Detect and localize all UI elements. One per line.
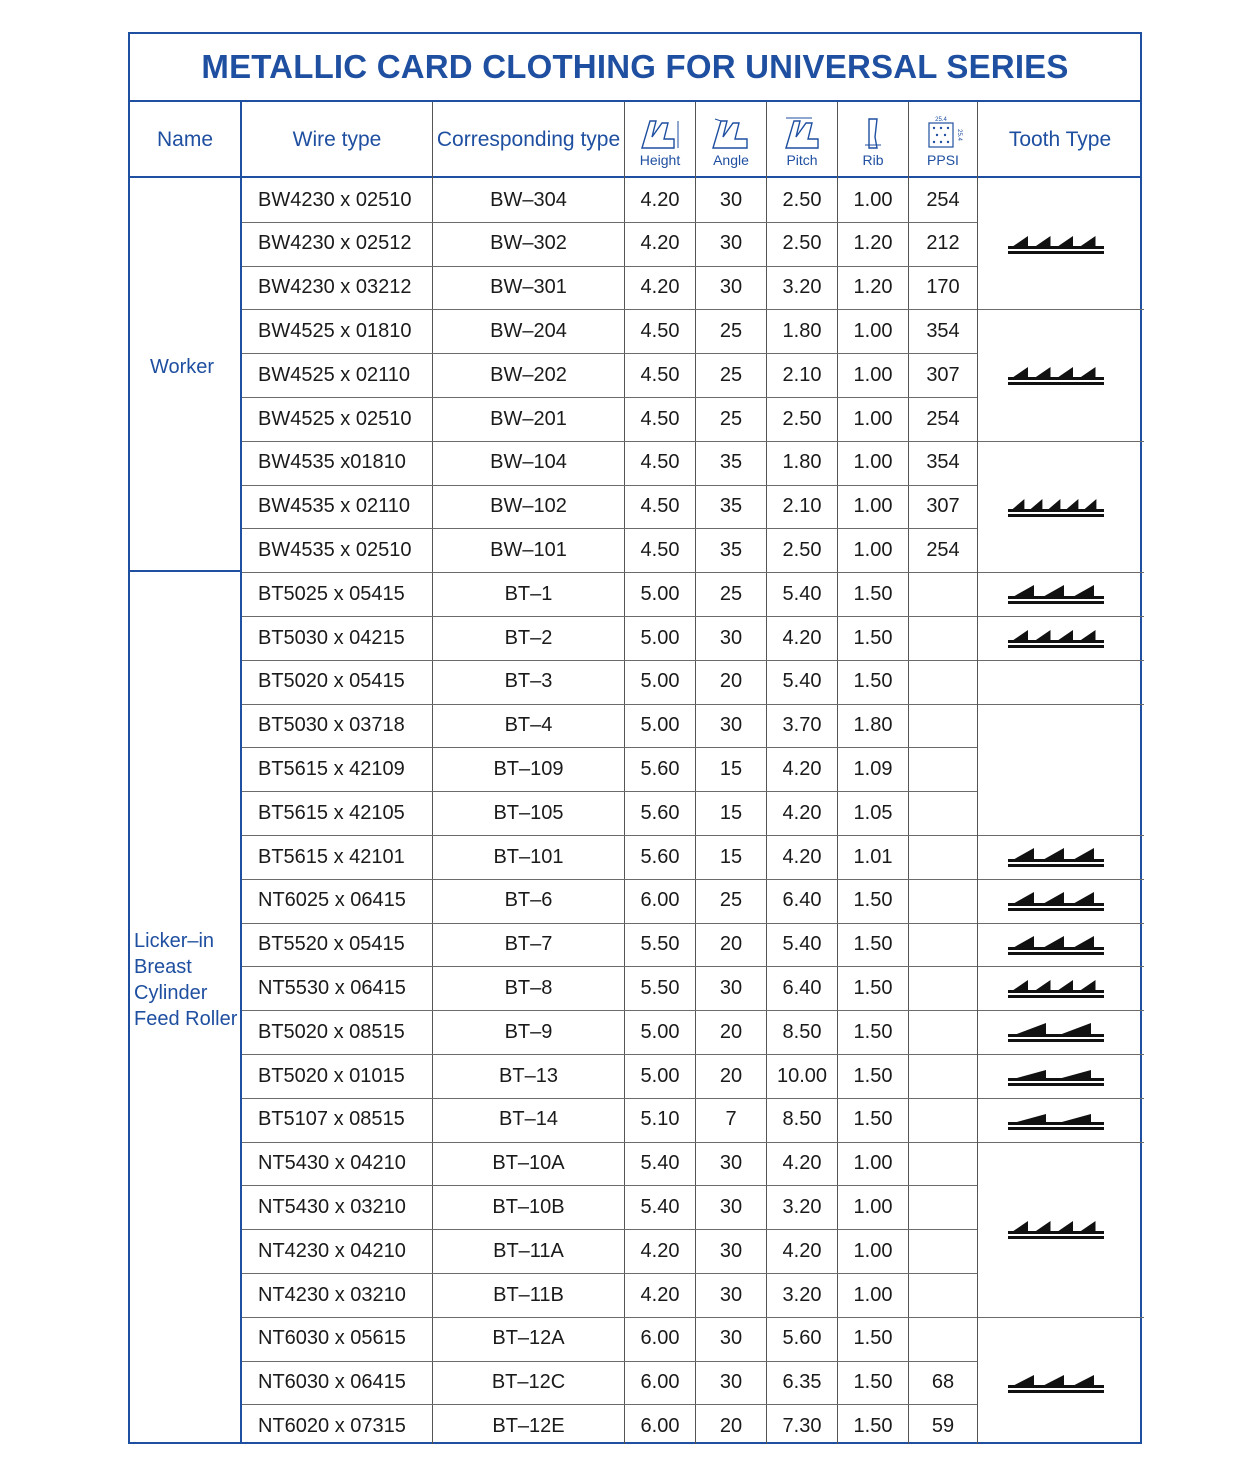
cell-wire: BT5030 x 04215 [258, 626, 405, 649]
group-label-worker: Worker [150, 356, 215, 378]
cell-pitch: 8.50 [782, 1108, 822, 1131]
tooth-group-divider [978, 660, 1144, 661]
cell-ppsi [909, 1185, 977, 1229]
header-tooth-type: Tooth Type [1008, 128, 1112, 151]
cell-angle: 30 [719, 714, 743, 737]
cell-pitch: 2.10 [782, 495, 822, 518]
cell-rib: 1.00 [853, 1152, 893, 1175]
cell-height: 5.50 [640, 933, 680, 956]
cell-wire: NT6025 x 06415 [258, 889, 406, 912]
cell-wire: BT5020 x 05415 [258, 670, 405, 693]
tooth-group-divider [978, 572, 1144, 573]
tooth-profile-bt-10-11-icon [1008, 1217, 1104, 1241]
cell-wire: BW4535 x01810 [258, 451, 406, 474]
cell-ppsi: 307 [926, 495, 960, 518]
header-ppsi-label: PPSI [927, 151, 959, 168]
cell-pitch: 3.20 [782, 276, 822, 299]
tooth-profile-bt-12-icon [1008, 1371, 1104, 1395]
cell-wire: NT6020 x 07315 [258, 1414, 406, 1437]
cell-pitch: 3.20 [782, 1283, 822, 1306]
cell-angle: 25 [719, 889, 743, 912]
cell-angle: 30 [719, 276, 743, 299]
cell-pitch: 4.20 [782, 845, 822, 868]
cell-height: 6.00 [640, 889, 680, 912]
cell-ppsi [909, 835, 977, 879]
tooth-profile-bt-8-icon [1008, 976, 1104, 1000]
tooth-profile-bt-101-icon [1008, 845, 1104, 869]
cell-height: 5.10 [640, 1108, 680, 1131]
header-angle-label: Angle [713, 151, 749, 168]
header-ppsi [909, 102, 977, 178]
cell-type: BT–3 [504, 670, 553, 693]
cell-wire: NT5430 x 04210 [258, 1152, 406, 1175]
cell-type: BT–6 [504, 889, 553, 912]
tooth-profile-bt-14-icon [1008, 1108, 1104, 1132]
cell-rib: 1.09 [853, 757, 893, 780]
tooth-group-divider [978, 923, 1144, 924]
cell-ppsi [909, 660, 977, 704]
cell-ppsi: 170 [926, 276, 960, 299]
cell-height: 4.50 [640, 451, 680, 474]
cell-ppsi: 59 [931, 1414, 955, 1437]
cell-rib: 1.50 [853, 582, 893, 605]
cell-rib: 1.80 [853, 714, 893, 737]
cell-type: BT–109 [493, 757, 564, 780]
cell-rib: 1.00 [853, 451, 893, 474]
cell-type: BT–4 [504, 714, 553, 737]
cell-type: BW–104 [490, 451, 567, 474]
rib-icon [851, 115, 895, 151]
header-height [625, 102, 695, 178]
cell-wire: BT5615 x 42101 [258, 845, 405, 868]
group-label-licker-in: Licker–in Breast Cylinder Feed Roller [134, 930, 238, 1030]
header-rib [838, 102, 908, 178]
cell-type: BW–302 [490, 232, 567, 255]
cell-angle: 30 [719, 1283, 743, 1306]
cell-type: BT–7 [504, 933, 553, 956]
cell-wire: BT5020 x 08515 [258, 1020, 405, 1043]
cell-rib: 1.50 [853, 889, 893, 912]
cell-angle: 30 [719, 1327, 743, 1350]
cell-angle: 20 [719, 933, 743, 956]
header-name: Name [156, 128, 214, 151]
cell-pitch: 5.40 [782, 582, 822, 605]
cell-height: 5.60 [640, 845, 680, 868]
tooth-group-divider [978, 441, 1144, 442]
cell-angle: 30 [719, 626, 743, 649]
cell-ppsi: 68 [931, 1371, 955, 1394]
tooth-profile-bt-7-icon [1008, 933, 1104, 957]
tooth-group-divider [978, 309, 1144, 310]
cell-wire: BT5615 x 42109 [258, 757, 405, 780]
cell-pitch: 5.40 [782, 933, 822, 956]
cell-ppsi: 354 [926, 319, 960, 342]
cell-angle: 20 [719, 1020, 743, 1043]
cell-ppsi [909, 1317, 977, 1361]
pitch-icon [780, 115, 824, 151]
cell-type: BT–10B [492, 1195, 565, 1218]
cell-ppsi: 354 [926, 451, 960, 474]
cell-type: BW–204 [490, 319, 567, 342]
cell-type: BT–10A [492, 1152, 565, 1175]
cell-wire: BT5107 x 08515 [258, 1108, 405, 1131]
cell-pitch: 2.50 [782, 188, 822, 211]
cell-wire: BW4230 x 02510 [258, 188, 412, 211]
header-rib-label: Rib [862, 151, 884, 168]
cell-angle: 35 [719, 538, 743, 561]
cell-rib: 1.00 [853, 1283, 893, 1306]
cell-rib: 1.00 [853, 319, 893, 342]
cell-rib: 1.00 [853, 188, 893, 211]
cell-height: 5.40 [640, 1152, 680, 1175]
cell-pitch: 6.40 [782, 889, 822, 912]
cell-pitch: 5.60 [782, 1327, 822, 1350]
tooth-profile-bt-9-icon [1008, 1020, 1104, 1044]
cell-wire: BW4535 x 02510 [258, 538, 412, 561]
cell-rib: 1.50 [853, 1020, 893, 1043]
cell-wire: BW4230 x 02512 [258, 232, 412, 255]
cell-angle: 7 [725, 1108, 737, 1131]
tooth-profile-bt-6-icon [1008, 889, 1104, 913]
cell-angle: 30 [719, 1371, 743, 1394]
cell-wire: NT5430 x 03210 [258, 1195, 406, 1218]
header-pitch [767, 102, 837, 178]
cell-type: BW–202 [490, 363, 567, 386]
cell-height: 5.60 [640, 801, 680, 824]
tooth-profile-bw-42-icon [1008, 232, 1104, 256]
tooth-profile-bw-45-35-icon [1008, 495, 1104, 519]
cell-pitch: 4.20 [782, 801, 822, 824]
page-title: METALLIC CARD CLOTHING FOR UNIVERSAL SERIES [130, 34, 1140, 102]
cell-rib: 1.00 [853, 363, 893, 386]
cell-height: 4.20 [640, 232, 680, 255]
cell-pitch: 2.50 [782, 538, 822, 561]
cell-wire: BW4525 x 02510 [258, 407, 412, 430]
cell-pitch: 1.80 [782, 319, 822, 342]
cell-height: 5.00 [640, 714, 680, 737]
cell-pitch: 1.80 [782, 451, 822, 474]
cell-rib: 1.20 [853, 232, 893, 255]
cell-wire: BT5520 x 05415 [258, 933, 405, 956]
cell-height: 4.20 [640, 276, 680, 299]
cell-height: 5.00 [640, 1064, 680, 1087]
cell-angle: 25 [719, 363, 743, 386]
cell-type: BT–2 [504, 626, 553, 649]
cell-height: 4.50 [640, 363, 680, 386]
cell-ppsi [909, 791, 977, 835]
cell-wire: BW4525 x 02110 [258, 363, 410, 386]
height-icon [638, 115, 682, 151]
cell-type: BW–101 [490, 538, 567, 561]
cell-angle: 25 [719, 582, 743, 605]
cell-pitch: 4.20 [782, 1239, 822, 1262]
cell-pitch: 6.35 [782, 1371, 822, 1394]
cell-wire: BW4230 x 03212 [258, 276, 412, 299]
cell-angle: 30 [719, 188, 743, 211]
cell-angle: 15 [719, 845, 743, 868]
cell-ppsi [909, 1273, 977, 1317]
cell-type: BT–12A [492, 1327, 565, 1350]
cell-rib: 1.50 [853, 626, 893, 649]
cell-height: 6.00 [640, 1327, 680, 1350]
cell-type: BT–9 [504, 1020, 553, 1043]
cell-ppsi: 212 [926, 232, 960, 255]
cell-angle: 20 [719, 1064, 743, 1087]
cell-height: 5.40 [640, 1195, 680, 1218]
cell-ppsi [909, 572, 977, 616]
tooth-group-divider [978, 616, 1144, 617]
cell-type: BT–12C [491, 1371, 566, 1394]
angle-icon [709, 115, 753, 151]
cell-pitch: 4.20 [782, 757, 822, 780]
cell-height: 6.00 [640, 1414, 680, 1437]
cell-height: 4.50 [640, 407, 680, 430]
ppsi-dim-top: 25.4 [935, 116, 947, 123]
cell-type: BW–102 [490, 495, 567, 518]
cell-pitch: 4.20 [782, 1152, 822, 1175]
cell-type: BT–14 [499, 1108, 558, 1131]
cell-ppsi [909, 1229, 977, 1273]
header-angle [696, 102, 766, 178]
cell-angle: 20 [719, 670, 743, 693]
header-height-label: Height [639, 151, 681, 168]
cell-ppsi [909, 616, 977, 660]
cell-angle: 30 [719, 976, 743, 999]
cell-type: BT–12E [492, 1414, 565, 1437]
tooth-group-divider [978, 966, 1144, 967]
cell-height: 5.00 [640, 1020, 680, 1043]
cell-ppsi: 254 [926, 188, 960, 211]
cell-ppsi: 254 [926, 538, 960, 561]
cell-rib: 1.50 [853, 933, 893, 956]
cell-pitch: 6.40 [782, 976, 822, 999]
ppsi-dim-side: 25.4 [956, 128, 962, 141]
cell-ppsi [909, 1098, 977, 1142]
cell-pitch: 8.50 [782, 1020, 822, 1043]
cell-pitch: 3.20 [782, 1195, 822, 1218]
cell-type: BW–201 [490, 407, 567, 430]
cell-rib: 1.50 [853, 1371, 893, 1394]
cell-pitch: 4.20 [782, 626, 822, 649]
cell-pitch: 2.50 [782, 407, 822, 430]
cell-ppsi [909, 879, 977, 923]
cell-wire: NT6030 x 05615 [258, 1327, 406, 1350]
cell-pitch: 3.70 [782, 714, 822, 737]
cell-height: 4.20 [640, 1239, 680, 1262]
cell-height: 5.50 [640, 976, 680, 999]
cell-rib: 1.05 [853, 801, 893, 824]
cell-angle: 30 [719, 1195, 743, 1218]
cell-type: BT–13 [499, 1064, 558, 1087]
cell-height: 5.60 [640, 757, 680, 780]
cell-wire: BW4525 x 01810 [258, 319, 412, 342]
tooth-group-divider [978, 1317, 1144, 1318]
cell-ppsi [909, 966, 977, 1010]
cell-angle: 35 [719, 451, 743, 474]
tooth-group-divider [978, 1142, 1144, 1143]
cell-type: BT–8 [504, 976, 553, 999]
tooth-profile-bt-13-icon [1008, 1064, 1104, 1088]
cell-height: 4.20 [640, 1283, 680, 1306]
tooth-profile-bt-1-icon [1008, 582, 1104, 606]
tooth-profile-bw-45-25-icon [1008, 363, 1104, 387]
spec-table [128, 32, 1142, 1444]
cell-ppsi [909, 747, 977, 791]
tooth-group-divider [978, 1098, 1144, 1099]
tooth-group-divider [978, 835, 1144, 836]
cell-wire: BW4535 x 02110 [258, 495, 410, 518]
cell-pitch: 2.50 [782, 232, 822, 255]
cell-type: BW–304 [490, 188, 567, 211]
cell-rib: 1.50 [853, 1108, 893, 1131]
tooth-group-divider [978, 704, 1144, 705]
cell-height: 4.50 [640, 495, 680, 518]
cell-angle: 30 [719, 1152, 743, 1175]
cell-wire: BT5615 x 42105 [258, 801, 405, 824]
cell-ppsi [909, 704, 977, 748]
cell-rib: 1.50 [853, 1414, 893, 1437]
cell-height: 4.50 [640, 319, 680, 342]
header-pitch-label: Pitch [786, 151, 818, 168]
header-wire-type: Wire type [292, 128, 382, 151]
cell-rib: 1.00 [853, 495, 893, 518]
cell-angle: 35 [719, 495, 743, 518]
group-divider [130, 570, 240, 572]
cell-pitch: 2.10 [782, 363, 822, 386]
cell-rib: 1.50 [853, 976, 893, 999]
cell-type: BT–1 [504, 582, 553, 605]
cell-angle: 20 [719, 1414, 743, 1437]
cell-rib: 1.50 [853, 1064, 893, 1087]
cell-pitch: 7.30 [782, 1414, 822, 1437]
cell-rib: 1.00 [853, 1195, 893, 1218]
cell-angle: 30 [719, 232, 743, 255]
cell-wire: BT5020 x 01015 [258, 1064, 405, 1087]
cell-rib: 1.00 [853, 1239, 893, 1262]
cell-height: 4.50 [640, 538, 680, 561]
cell-ppsi [909, 1142, 977, 1186]
cell-pitch: 10.00 [776, 1064, 828, 1087]
cell-wire: NT4230 x 04210 [258, 1239, 406, 1262]
tooth-group-divider [978, 879, 1144, 880]
cell-type: BT–11A [493, 1239, 564, 1262]
cell-angle: 15 [719, 801, 743, 824]
cell-ppsi: 307 [926, 363, 960, 386]
cell-height: 4.20 [640, 188, 680, 211]
header-corresponding-type: Corresponding type [436, 128, 621, 151]
cell-wire: NT5530 x 06415 [258, 976, 406, 999]
cell-angle: 25 [719, 319, 743, 342]
cell-height: 5.00 [640, 626, 680, 649]
cell-type: BT–11B [493, 1283, 564, 1306]
cell-angle: 25 [719, 407, 743, 430]
cell-rib: 1.00 [853, 407, 893, 430]
cell-type: BT–105 [493, 801, 564, 824]
cell-pitch: 5.40 [782, 670, 822, 693]
cell-rib: 1.50 [853, 1327, 893, 1350]
cell-wire: NT6030 x 06415 [258, 1371, 406, 1394]
cell-ppsi [909, 1010, 977, 1054]
cell-rib: 1.01 [853, 845, 893, 868]
cell-height: 5.00 [640, 582, 680, 605]
tooth-group-divider [978, 1054, 1144, 1055]
cell-wire: NT4230 x 03210 [258, 1283, 406, 1306]
cell-wire: BT5025 x 05415 [258, 582, 405, 605]
cell-angle: 15 [719, 757, 743, 780]
cell-type: BT–101 [493, 845, 564, 868]
cell-ppsi: 254 [926, 407, 960, 430]
cell-height: 6.00 [640, 1371, 680, 1394]
cell-rib: 1.00 [853, 538, 893, 561]
tooth-group-divider [978, 1010, 1144, 1011]
cell-angle: 30 [719, 1239, 743, 1262]
ppsi-icon [921, 115, 965, 151]
cell-type: BW–301 [490, 276, 567, 299]
cell-rib: 1.50 [853, 670, 893, 693]
cell-rib: 1.20 [853, 276, 893, 299]
cell-ppsi [909, 1054, 977, 1098]
cell-height: 5.00 [640, 670, 680, 693]
cell-ppsi [909, 923, 977, 967]
tooth-profile-bt-2-icon [1008, 626, 1104, 650]
cell-wire: BT5030 x 03718 [258, 714, 405, 737]
